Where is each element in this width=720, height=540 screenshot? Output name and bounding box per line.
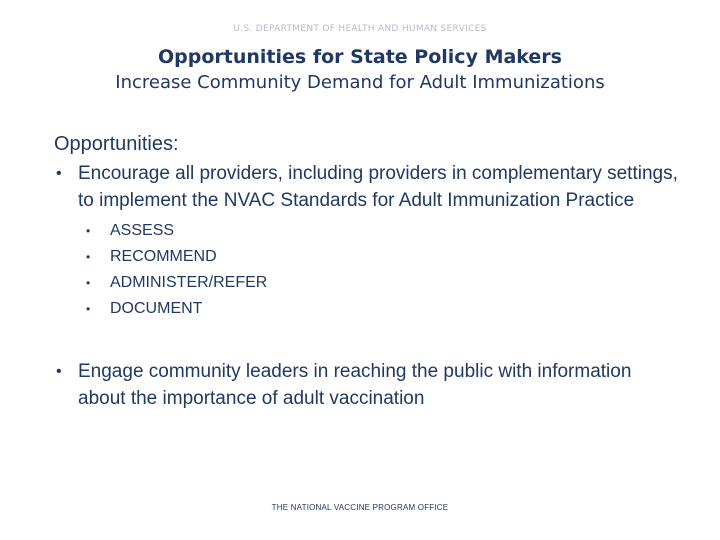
content-area xyxy=(54,132,684,412)
bullet-icon: • xyxy=(86,250,91,264)
bullet-icon: • xyxy=(86,224,91,238)
slide-title: Opportunities for State Policy Makers xyxy=(158,46,562,68)
bullet-icon: • xyxy=(86,276,91,290)
sublist-item xyxy=(84,218,684,244)
sublist-item xyxy=(84,244,684,270)
bullet-icon: • xyxy=(56,165,62,182)
bullet-icon: • xyxy=(86,302,91,316)
bullet-item xyxy=(54,358,684,412)
slide-subtitle: Increase Community Demand for Adult Immunizations xyxy=(115,72,605,93)
sublist-item-text: RECOMMEND xyxy=(110,248,217,265)
bullet-item xyxy=(54,160,684,214)
sublist-item-text: ASSESS xyxy=(110,222,175,239)
bullet-text: Encourage all providers, including providers in complementary settings, to implement the NVAC Standards for Adult Immunization Practice xyxy=(78,163,678,211)
sublist-item xyxy=(84,296,684,322)
standards-sublist xyxy=(54,218,684,322)
bullet-text: Engage community leaders in reaching the public with information about the importance of adult vaccination xyxy=(78,361,632,409)
spacer xyxy=(54,322,684,358)
sublist-item-text: ADMINISTER/REFER xyxy=(110,274,268,291)
sublist-item xyxy=(84,270,684,296)
footer-label: THE NATIONAL VACCINE PROGRAM OFFICE xyxy=(271,503,449,512)
sublist-item-text: DOCUMENT xyxy=(110,300,203,317)
opportunities-heading: Opportunities: xyxy=(54,133,179,155)
bullet-icon: • xyxy=(56,363,62,380)
department-label: U.S. DEPARTMENT OF HEALTH AND HUMAN SERVICES xyxy=(233,24,487,34)
